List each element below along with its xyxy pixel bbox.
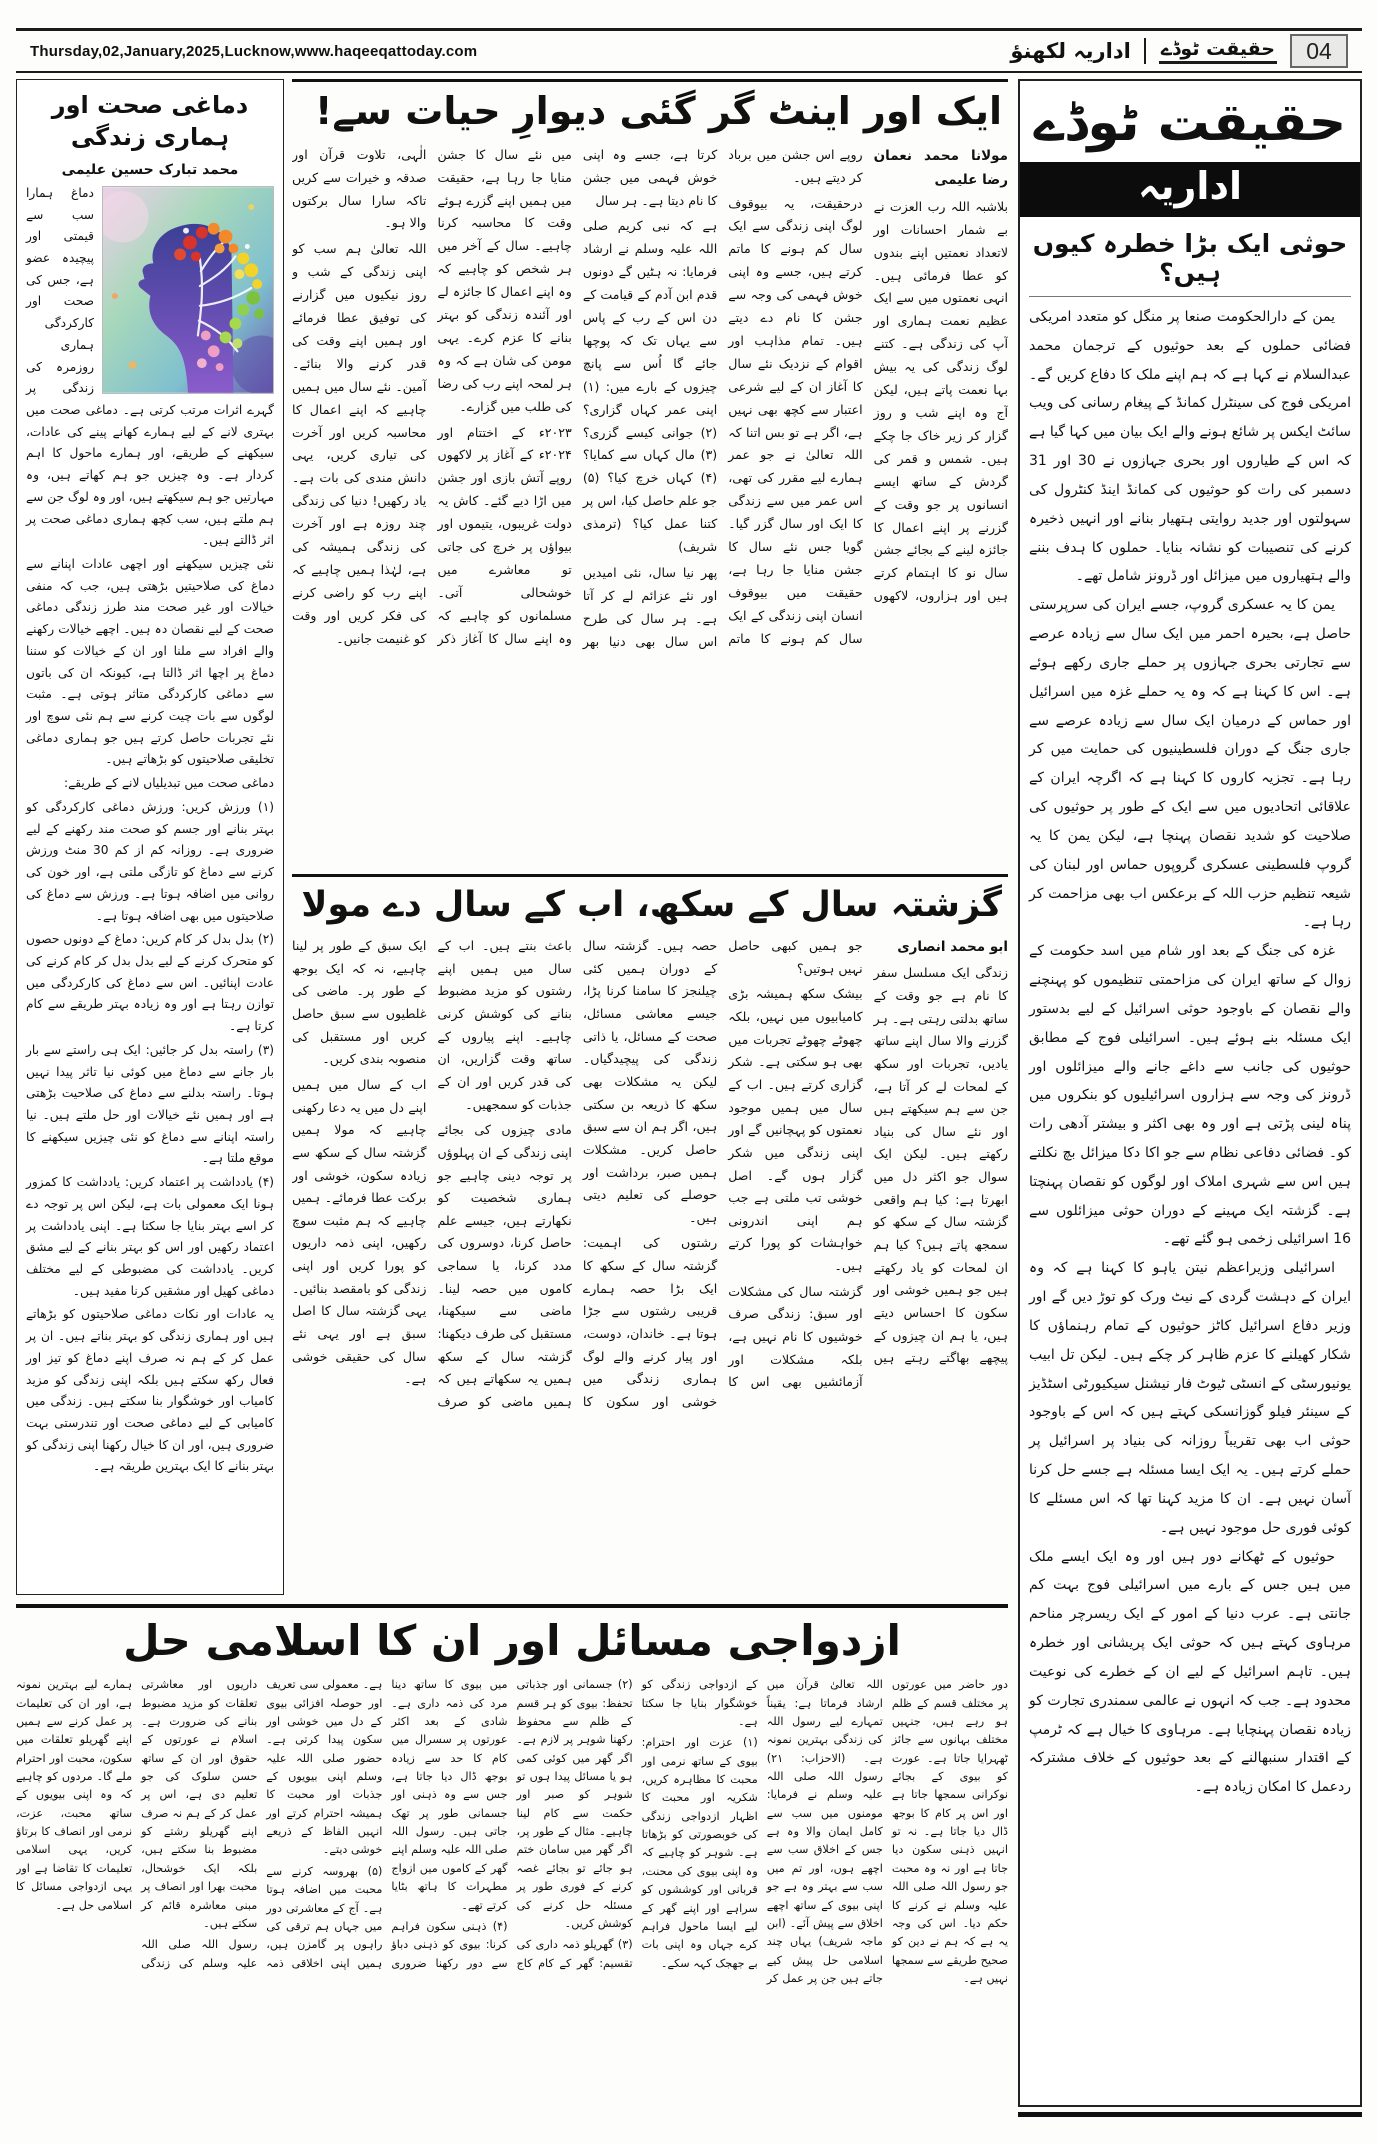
body-paragraph: درحقیقت، یہ بیوقوف لوگ اپنی زندگی سے ایک سال کم ہونے کا ماتم کرتے ہیں، جسے وہ اپنی خوش فہمی کی وجہ سے جشن کا نام دے دیتے ہیں۔ تمام مذاہب اور اقوام کے نزدیک نئے سال کا آغاز ان کے لیے شرعی اعتبار سے کچھ بھی نہیں ہے، اگر ہے تو بس اتنا کہ اللہ تعالیٰ نے جو عمر ہمارے لیے مقرر کی تھی، اس عمر میں سے زندگی کا ایک اور سال گزر گیا۔ گویا جس نئے سال کا جشن منایا جا رہا ہے، حقیقت میں بیوقوف انسان اپنی زندگی کے ایک سال کم ہونے کا ماتم کرتا ہے، جسے وہ اپنی خوش فہمی میں جشن کا نام دیتا ہے۔ ہر سال: [582, 146, 863, 646]
editorial-body: [1029, 303, 1351, 1802]
brain-tree-illustration: [102, 186, 274, 394]
date-line: Thursday,02,January,2025,Lucknow,www.haqeeqattoday.com: [30, 42, 478, 60]
left-main-area: [16, 79, 1008, 2143]
page-number-badge: 04: [1290, 34, 1348, 68]
body-paragraph: اللہ تعالیٰ ہم سب کو اپنی زندگی کے شب و روز نیکیوں میں گزارنے کی توفیق عطا فرمائے اور ہمیں اپنے وقت کی قدر کرنے والا بنائے۔ آمین۔ نئے سال میں ہمیں چاہیے کہ اپنے اعمال کا محاسبہ کریں اور آخرت کی تیاری کریں، یہی دانش مندی کی بات ہے۔ یاد رکھیں! دنیا کی زندگی چند روزہ ہے اور آخرت کی زندگی ہمیشہ کی ہے، لہٰذا ہمیں چاہیے کہ اپنے رب کو راضی کرنے کی فکر کریں اور وقت کو غنیمت جانیں۔: [292, 241, 427, 646]
editorial-column: [1018, 79, 1362, 2143]
article-mental-health-body: [26, 183, 274, 1478]
top-row: [16, 79, 1008, 1595]
body-paragraph: بیشک سکھ ہمیشہ بڑی کامیابیوں میں نہیں، بلکہ چھوٹے چھوٹے تجربات میں بھی ہو سکتی ہے۔ شکر گزاری کرتے ہیں۔ اب کے سال میں ہمیں موجود نعمتوں کو پہچانیں گے اور اپنی زندگی میں شکر گزار ہوں گے۔ اصل خوشی تب ملتی ہے جب ہم اپنی اندرونی خواہشات کو پورا کرتے ہیں۔: [728, 986, 863, 1274]
body-paragraph: ہے کہ نبی کریم صلی اللہ علیہ وسلم نے ارشاد فرمایا: نہ ہٹیں گے دونوں قدم ابن آدم کے قیامت کے دن اس کے رب کے پاس سے یہاں تک کہ پوچھا جائے گا اُس سے پانچ چیزوں کے بارے میں: (۱) اپنی عمر کہاں گزاری؟ (۲) جوانی کیسے گزری؟ (۳) مال کہاں سے کمایا؟ (۴) کہاں خرچ کیا؟ (۵) جو علم حاصل کیا، اس پر کتنا عمل کیا؟ (ترمذی شریف): [582, 218, 718, 555]
nameplate-small: حقیقت ٹوڈے: [1159, 38, 1277, 64]
body-paragraph: (۱) عزت اور احترام: بیوی کے ساتھ نرمی اور محبت کا مظاہرہ کریں، شکریہ اور محبت کا اظہار ازدواجی زندگی کی خوبصورتی کو بڑھاتا ہے۔ شوہر کو چاہیے کہ وہ اپنی بیوی کی محنت، قربانی اور کوششوں کو سراہے اور اپنے گھر کے لیے ایسا ماحول فراہم کرے جہاں وہ اپنی بات بے جھجک کہہ سکے۔: [641, 1736, 758, 1970]
body-paragraph: غزہ کی جنگ کے بعد اور شام میں اسد حکومت کے زوال کے ساتھ ایران کی مزاحمتی تنظیموں کو پہنچنے والے نقصان کے باوجود حوثی اسرائیل کے لیے بدستور ایک مسئلہ بنے ہوئے ہیں۔ اسرائیلی فوج کے مطابق حوثیوں کی جانب سے داغے جانے والے میزائلوں اور ڈرونز کی وجہ سے ہزاروں اسرائیلیوں کو بنکروں میں پناہ لینی پڑتی ہے اور وہ بھی اکثر و بیشتر آدھی رات کو۔ فضائی دفاعی نظام سے جو اکا دکا میزائل بچ نکلتے ہیں اس سے شہری املاک اور لوگوں کو نقصان پہنچتا ہے۔ گزشتہ ایک مہینے کے دوران حوثی میزائلوں سے 16 اسرائیلی زخمی ہو گئے تھے۔: [1029, 943, 1351, 1248]
body-paragraph: (۲) جسمانی اور جذباتی تحفظ: بیوی کو ہر قسم کے ظلم سے محفوظ رکھنا شوہر پر لازم ہے۔ اگر گھر میں کوئی کمی ہو یا مسائل پیدا ہوں تو شوہر کو صبر اور حکمت سے کام لینا چاہیے۔ مثال کے طور پر، اگر گھر میں سامان ختم ہو جائے تو بجائے غصہ کرنے کے فوری طور پر مسئلہ حل کرنے کی کوشش کریں۔: [516, 1678, 633, 1930]
page-header: [16, 28, 1362, 73]
middle-column-area: [292, 79, 1008, 1595]
body-paragraph: یمن کا یہ عسکری گروپ، جسے ایران کی سرپرستی حاصل ہے، بحیرہ احمر میں ایک سال سے زیادہ عرصے سے تجارتی بحری جہازوں پر حملے جاری رکھے ہوئے ہے۔ اس کا کہنا ہے کہ وہ یہ حملے غزہ میں اسرائیل اور حماس کے درمیان ایک سال سے زیادہ عرصے سے جاری جنگ کے دوران فلسطینیوں کی حمایت میں کر رہا ہے۔ تجزیہ کاروں کا کہنا ہے کہ اگرچہ ایران کے علاقائی اتحادیوں میں سے ایک کے طور پر حوثیوں کی صلاحیت کو شدید نقصان پہنچا ہے، لیکن یمن کا یہ گروپ فلسطینی عسکری گروپوں حماس اور لبنان کی شیعہ تنظیم حزب اللہ کے برعکس اب بھی مزاحمت کر رہا ہے۔: [1029, 597, 1351, 931]
article-mental-health-title: دماغی صحت اور ہماری زندگی: [51, 91, 249, 152]
body-paragraph: (۴) ذہنی سکون فراہم کرنا: بیوی کو ذہنی دباؤ سے دور رکھنا ضروری ہے۔ معمولی سی تعریف اور حوصلہ افزائی بیوی کے دل میں خوشی اور سکون پیدا کرتی ہے۔ حضور صلی اللہ علیہ وسلم اپنی بیویوں کے جذبات اور محبت کا ہمیشہ احترام کرتے اور انہیں الفاظ کے ذریعے خوشی دیتے۔: [266, 1678, 508, 1970]
body-paragraph: (۴) یادداشت پر اعتماد کریں: یادداشت کا کمزور ہونا ایک معمولی بات ہے، لیکن اس پر توجہ دے کر اسے بہتر بنایا جا سکتا ہے۔ اپنی یادداشت پر اعتماد رکھیں اور اس کو بہتر بنانے کے لیے مشق کریں۔ یادداشت کی مضبوطی کے لیے مختلف دماغی کھیل اور مشقیں کرنا مفید ہیں۔: [26, 1175, 274, 1298]
body-paragraph: (۵) بھروسہ کرنے سے محبت میں اضافہ ہوتا ہے۔ آج کے معاشرتی دور میں جہاں ہم ترقی کی راہوں پر گامزن ہیں، ہمیں اپنی اخلاقی ذمہ داریوں اور معاشرتی تعلقات کو مزید مضبوط بنانے کی ضرورت ہے۔ اسلام نے عورتوں کے حقوق اور ان کے ساتھ حسن سلوک کی جو تعلیم دی ہے، اس پر عمل کر کے ہم نہ صرف اپنے گھریلو رشتے کو مضبوط بنا سکتے ہیں، بلکہ ایک خوشحال، محبت بھرا اور انصاف پر مبنی معاشرہ قائم کر سکتے ہیں۔: [141, 1678, 383, 1970]
body-paragraph: رسول اللہ صلی اللہ علیہ وسلم کی زندگی ہمارے لیے بہترین نمونہ ہے، اور ان کی تعلیمات پر عمل کرنے سے ہمیں اپنے گھریلو تعلقات میں سکون، محبت اور احترام ملے گا۔ مردوں کو چاہیے کہ وہ اپنی بیویوں کے ساتھ محبت، عزت، نرمی اور انصاف کا برتاؤ کریں، یہی اسلامی تعلیمات کا تقاضا ہے اور یہی ازدواجی مسائل کا اسلامی حل ہے۔: [16, 1678, 258, 1970]
body-paragraph: اب کے سال میں ہمیں اپنے دل میں یہ دعا رکھنی چاہیے کہ مولا ہمیں گزشتہ سال کے سکھ سے زیادہ سکون، خوشی اور برکت عطا فرمائے۔ ہمیں چاہیے کہ ہم مثبت سوچ رکھیں، اپنی ذمہ داریوں کو پورا کریں اور اپنی زندگی کو بامقصد بنائیں۔ یہی گزشتہ سال کا اصل سبق ہے اور یہی نئے سال کی حقیقی خوشی ہے۔: [292, 1076, 427, 1387]
body-paragraph: دور حاضر میں عورتوں پر مختلف قسم کے ظلم ہو رہے ہیں، جنہیں مختلف بہانوں سے جائز ٹھہرایا جاتا ہے۔ عورت کو بیوی کے بجائے نوکرانی سمجھا جاتا ہے اور اس پر کام کا بوجھ ڈال دیا جاتا ہے۔ نہ تو انہیں ذہنی سکون دیا جاتا ہے اور نہ وہ محبت جو رسول اللہ صلی اللہ علیہ وسلم نے کرنے کا حکم دیا۔ اس کی وجہ یہ ہے کہ ہم نے دین کو صحیح طریقے سے سمجھا نہیں ہے۔: [891, 1678, 1008, 1985]
article-mental-health-byline: محمد تبارک حسین علیمی: [61, 161, 239, 178]
newspaper-masthead: حقیقت ٹوڈے: [1033, 93, 1347, 153]
article-lastyear-body: [292, 935, 1008, 1595]
body-paragraph: (۳) راستہ بدل کر جائیں: ایک ہی راستے سے بار بار جانے سے دماغ میں کوئی نیا تاثر پیدا نہیں ہوتا۔ راستہ بدلنے سے دماغ کی صلاحیت بڑھتی ہے اور ہمیں نئے خیالات اور حل ملتے ہیں۔ نیا راستہ اپنانے سے دماغ کو نئی چیزیں سیکھنے کا موقع ملتا ہے۔: [26, 1042, 274, 1166]
body-paragraph: حوثیوں کے ٹھکانے دور ہیں اور وہ ایک ایسے ملک میں ہیں جس کے بارے میں اسرائیلی فوج بہت کم جانتی ہے۔ عرب دنیا کے امور کے ایک ریسرچر مناحم مرہاوی کہتے ہیں کہ حوثی ایک پریشانی اور خطرہ ہیں۔ تاہم اسرائیل کے لیے ان کے خطرے کی نوعیت محدود ہے۔ جب کہ انہوں نے عالمی سمندری تجارت کو زیادہ نقصان پہنچایا ہے۔ مرہاوی کا خیال ہے کہ ٹرمپ کے اقتدار سنبھالنے کے بعد حوثیوں کے خلاف مشترکہ ردعمل کا امکان زیادہ ہے۔: [1029, 1548, 1351, 1796]
body-paragraph: بلاشبہ اللہ رب العزت نے بے شمار احسانات اور لاتعداد نعمتیں اپنے بندوں کو عطا فرمائی ہیں۔ انہی نعمتوں میں سے ایک عظیم نعمت ہماری اور آپ کی زندگی ہے۔ کتنے لوگ زندگی کی یہ بیش بہا نعمت پاتے ہیں، لیکن آج وہ اپنے شب و روز گزار کر زیر خاک جا چکے ہیں۔ شمس و قمر کی گردش کے ساتھ ایسے انسانوں پر جو وقت کے گزرنے پر اپنے اعمال کا جائزہ لینے کے بجائے جشن سال نو کا اہتمام کرتے ہیں اور ہزاروں، لاکھوں روپے اس جشن میں برباد کر دیتے ہیں۔: [728, 146, 1008, 604]
content-grid: [16, 79, 1362, 2143]
body-paragraph: (۳) گھریلو ذمہ داری کی تقسیم: گھر کے کام کاج میں بیوی کا ساتھ دینا مرد کی ذمہ داری ہے۔ شادی کے بعد اکثر عورتوں پر سسرال میں کام کا حد سے زیادہ بوجھ ڈال دیا جاتا ہے، جس سے وہ ذہنی اور جسمانی طور پر تھک جاتی ہیں۔ رسول اللہ صلی اللہ علیہ وسلم اپنے گھر کے کاموں میں ازواج مطہرات کا ہاتھ بٹایا کرتے تھے۔: [391, 1678, 633, 1970]
section-label: اداریہ لکھنؤ: [1010, 39, 1131, 63]
header-right-cluster: [1010, 34, 1348, 68]
article-brick-body: [292, 144, 1008, 868]
article-brick-byline: مولانا محمد نعمان رضا علیمی: [873, 147, 1008, 189]
article-mental-health: [16, 79, 284, 1595]
body-paragraph: پھر نیا سال، نئی امیدیں اور نئے عزائم لے کر آتا ہے۔ ہر سال کی طرح اس سال بھی دنیا بھر میں نئے سال کا جشن منایا جا رہا ہے، حقیقت میں ہمیں اپنے گزرے ہوئے وقت کا محاسبہ کرنا چاہیے۔ سال کے آخر میں ہر شخص کو چاہیے کہ وہ اپنے اعمال کا جائزہ لے اور آئندہ زندگی کو بہتر بنانے کا عزم کرے۔ یہی مومن کی شان ہے کہ وہ ہر لمحہ اپنے رب کی رضا کی طلب میں گزارے۔: [437, 146, 718, 649]
body-paragraph: مادی چیزوں کی بجائے اپنی زندگی کے ان پہلوؤں پر توجہ دینی چاہیے جو ہماری شخصیت کو نکھارتے ہیں، جیسے علم حاصل کرنا، دوسروں کی مدد کرنا، یا سماجی کاموں میں حصہ لینا۔ ماضی سے سیکھنا، مستقبل کی طرف دیکھنا: گزشتہ سال کے سکھ ہمیں یہ سکھاتے ہیں کہ ہمیں ماضی کو صرف ایک سبق کے طور پر لینا چاہیے، نہ کہ ایک بوجھ کے طور پر۔ ماضی کی غلطیوں سے سبق حاصل کریں اور مستقبل کی منصوبہ بندی کریں۔: [292, 937, 572, 1410]
body-paragraph: اسرائیلی وزیراعظم نیتن یاہو کا کہنا ہے کہ وہ ایران کے دہشت گردی کے نیٹ ورک کو توڑ دیں گے اور وزیر دفاع اسرائیل کاٹز حوثیوں کے تمام رہنماؤں کا شکار کھیلنے کا عزم ظاہر کر چکے ہیں۔ لیکن تل ابیب یونیورسٹی کے انسٹی ٹیوٹ فار نیشنل سیکیورٹی اسٹڈیز کے سینئر فیلو گوزانسکی کہتے ہیں کہ اس کے باوجود حوثی اب بھی تقریباً روزانہ کی بنیاد پر اسرائیل پر حملے کرتے ہیں۔ یہ ایک ایسا مسئلہ ہے جسے حل کرنا آسان نہیں ہے۔ ان کا مزید کہنا تھا کہ اس مسئلے کا کوئی فوری حل موجود نہیں ہے۔: [1029, 1260, 1351, 1536]
body-paragraph: دماغی صحت میں تبدیلیاں لانے کے طریقے:: [63, 776, 274, 791]
article-divider-rule: [292, 874, 1008, 877]
article-marital-body: [16, 1676, 1008, 2088]
article-lastyear-byline: ابو محمد انصاری: [897, 938, 1008, 955]
editorial-bottom-rule: [1018, 2112, 1362, 2117]
body-paragraph: زندگی ایک مسلسل سفر کا نام ہے جو وقت کے ساتھ بدلتی رہتی ہے۔ ہر گزرنے والا سال اپنے ساتھ یادیں، تجربات اور سکھ کے لمحات لے کر آتا ہے، جن سے ہم سیکھتے ہیں اور نئے سال کی بنیاد رکھتے ہیں۔ لیکن ایک سوال جو اکثر دل میں ابھرتا ہے: کیا ہم واقعی گزشتہ سال کے سکھ کو سمجھ پاتے ہیں؟ کیا ہم ان لمحات کو یاد رکھتے ہیں جو ہمیں خوشی اور سکون کا احساس دیتے ہیں، یا ہم ان چیزوں کے پیچھے بھاگتے رہتے ہیں جو ہمیں کبھی حاصل نہیں ہوتیں؟: [728, 937, 1008, 1366]
article-marital: [16, 1604, 1008, 2143]
body-paragraph: رشتوں کی اہمیت: گزشتہ سال کے سکھ کا ایک بڑا حصہ ہمارے قریبی رشتوں سے جڑا ہوتا ہے۔ خاندان، دوست، اور پیار کرنے والے لوگ ہماری زندگی میں خوشی اور سکون کا باعث بنتے ہیں۔ اب کے سال میں ہمیں اپنے رشتوں کو مزید مضبوط بنانے کی کوشش کرنی چاہیے۔ اپنے پیاروں کے ساتھ وقت گزاریں، ان کی قدر کریں اور ان کے جذبات کو سمجھیں۔: [437, 937, 718, 1410]
editorial-banner: اداریہ: [1020, 162, 1360, 217]
editorial-headline: حوثی ایک بڑا خطرہ کیوں ہیں؟: [1029, 217, 1351, 297]
body-paragraph: یہ عادات اور نکات دماغی صلاحیتوں کو بڑھاتے ہیں اور ہماری زندگی کو بہتر بناتے ہیں۔ ان پر عمل کر کے ہم نہ صرف اپنے دماغ کو تیز اور فعال رکھ سکتے ہیں بلکہ اپنی زندگی کو مزید کامیاب اور خوشگوار بنا سکتے ہیں۔ زندگی میں کامیابی کے لیے دماغی صحت اور تندرستی بہت ضروری ہیں، اور ان کا خیال رکھنا اپنی زندگی کو بہتر بنانے کا ایک بہترین طریقہ ہے۔: [26, 1307, 274, 1474]
body-paragraph: گزشتہ سال کی مشکلات اور سبق: زندگی صرف خوشیوں کا نام نہیں ہے، بلکہ مشکلات اور آزمائشیں بھی اس کا حصہ ہیں۔ گزشتہ سال کے دوران ہمیں کئی چیلنجز کا سامنا کرنا پڑا، جیسے معاشی مسائل، صحت کے مسائل، یا ذاتی زندگی کی پیچیدگیاں۔ لیکن یہ مشکلات بھی سکھ کا ذریعہ بن سکتی ہیں، اگر ہم ان سے سبق حاصل کریں۔ مشکلات ہمیں صبر، برداشت اور حوصلے کی تعلیم دیتی ہیں۔: [582, 937, 863, 1390]
body-paragraph: ۲۰۲۳ء کے اختتام اور ۲۰۲۴ء کے آغاز پر لاکھوں روپے آتش بازی اور جشن میں اڑا دیے گئے۔ کاش یہ دولت غریبوں، یتیموں اور بیواؤں پر خرچ کی جاتی تو معاشرے میں خوشحالی آتی۔ مسلمانوں کو چاہیے کہ وہ اپنے سال کا آغاز ذکر الٰہی، تلاوت قرآن اور صدقہ و خیرات سے کریں تاکہ سارا سال برکتوں والا ہو۔: [292, 146, 572, 646]
editorial-box: [1018, 79, 1362, 2107]
body-paragraph: یمن کے دارالحکومت صنعا پر منگل کو متعدد امریکی فضائی حملوں کے بعد حوثیوں کے ترجمان محمد عبدالسلام نے کہا ہے کہ ہم اپنے ملک کا دفاع کریں گے۔ امریکی فوج کی سینٹرل کمانڈ کے پیغام رسانی کی ویب سائٹ ایکس پر شائع ہونے والے ایک بیان میں کہا گیا ہے کہ اس کے طیاروں اور بحری جہازوں نے 30 اور 31 دسمبر کی رات کو حوثیوں کی کمانڈ اینڈ کنٹرول کی سہولتوں اور جدید روایتی ہتھیار بنانے اور انہیں ذخیرہ کرنے کی تنصیبات کو نشانہ بنایا۔ حملوں کا ہدف بننے والے ہتھیاروں میں میزائل اور ڈرونز شامل تھے۔: [1029, 308, 1351, 585]
body-paragraph: اللہ تعالیٰ قرآن میں ارشاد فرماتا ہے: یقیناً تمہارے لیے رسول اللہ کی زندگی بہترین نمونہ ہے۔ (الاحزاب: ۲۱) رسول اللہ صلی اللہ علیہ وسلم نے فرمایا: مومنوں میں سب سے کامل ایمان والا وہ ہے جس کے اخلاق سب سے اچھے ہوں، اور تم میں سب سے بہتر وہ ہے جو اپنی بیوی کے ساتھ اچھے اخلاق سے پیش آئے۔ (ابن ماجہ شریف) یہاں چند اسلامی حل پیش کیے جاتے ہیں جن پر عمل کر کے ازدواجی زندگی کو خوشگوار بنایا جا سکتا ہے۔: [641, 1678, 883, 1985]
body-paragraph: (۲) بدل بدل کر کام کریں: دماغ کے دونوں حصوں کو متحرک کرنے کے لیے بدل بدل کر کام کرنے کی عادت اپنائیں۔ اس سے دماغ کی کارکردگی میں توازن رہتا ہے اور وہ زیادہ بہتر طریقے سے کام کرتا ہے۔: [26, 932, 274, 1034]
header-divider: [1144, 38, 1146, 64]
article-brick-headline: ایک اور اینٹ گر گئی دیوارِ حیات سے!: [292, 79, 1008, 144]
article-marital-headline: ازدواجی مسائل اور ان کا اسلامی حل: [123, 1616, 901, 1665]
body-paragraph: نئی چیزیں سیکھنے اور اچھی عادات اپنانے سے دماغ کی صلاحیتیں بڑھتی ہیں، جب کہ منفی خیالات اور غیر صحت مند طرز زندگی دماغی صحت کے لیے نقصان دہ ہیں۔ اچھے خیالات رکھنے والے افراد سے ملنا اور ان کے خیالات کو سننا دماغ پر اچھا اثر ڈالتا ہے، کیونکہ ان کی باتوں سے دماغی کارکردگی متاثر ہوتی ہے۔ مثبت لوگوں سے بات چیت کرنے سے ہم نئی سوچ اور نئے تجربات حاصل کرتے ہیں جو ہماری دماغی تخلیقی صلاحیتوں کو بڑھاتے ہیں۔: [26, 557, 274, 767]
body-paragraph: (۱) ورزش کریں: ورزش دماغی کارکردگی کو بہتر بنانے اور جسم کو صحت مند رکھنے کے لیے ضروری ہے۔ روزانہ کم از کم 30 منٹ ورزش کرنے سے دماغ کو تازگی ملتی ہے، اور خون کی روانی میں اضافہ ہوتا ہے۔ ورزش سے دماغ کی صلاحیتوں میں بھی اضافہ ہوتا ہے۔: [26, 799, 274, 923]
article-lastyear-headline: گزشتہ سال کے سکھ، اب کے سال دے مولا: [301, 884, 1002, 925]
body-paragraph: دماغ ہمارا سب سے قیمتی اور پیچیدہ عضو ہے، جس کی صحت اور کارکردگی ہماری روزمرہ کی زندگی پر گہرے اثرات مرتب کرتی ہے۔ دماغی صحت میں بہتری لانے کے لیے ہمارے کھانے پینے کی عادات، سیکھنے کے طریقے، اور ہمارے ماحول کا اہم کردار ہے۔ وہ چیزیں جو ہم کھاتے ہیں، وہ مہارتیں جو ہم سیکھتے ہیں، اور وہ لوگ جن سے ہم ملتے ہیں، سب کچھ ہماری دماغی صحت پر اثر ڈالتے ہیں۔: [26, 185, 274, 548]
